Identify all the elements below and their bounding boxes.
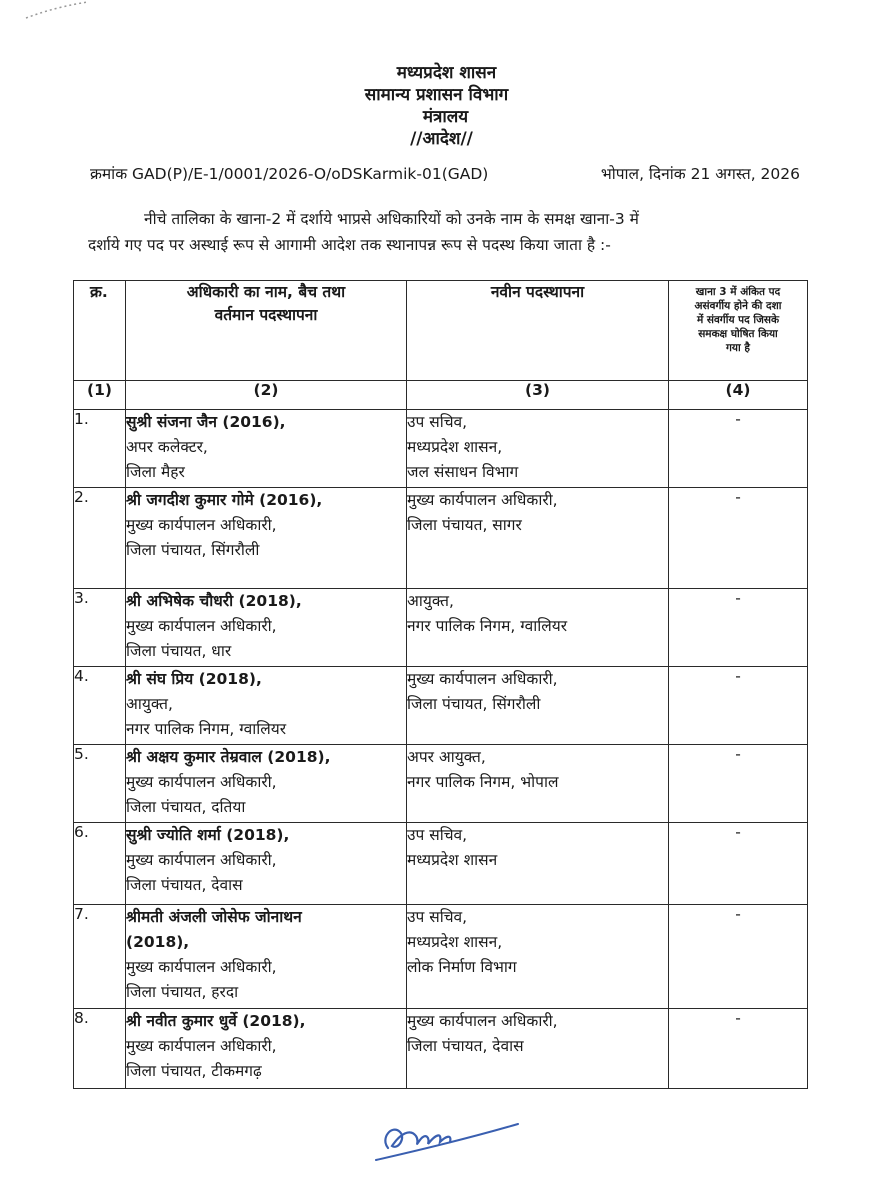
order-date: भोपाल, दिनांक 21 अगस्त, 2026 [600, 165, 800, 183]
new-post: लोक निर्माण विभाग [407, 958, 517, 976]
current-post: नगर पालिक निगम, ग्वालियर [126, 720, 287, 738]
officer-name: श्री जगदीश कुमार गोमे (2016), [126, 491, 323, 509]
equivalent-post: - [669, 410, 808, 488]
header-sn: क्र. [74, 281, 126, 381]
col-number: (3) [407, 381, 669, 410]
posting-cell [407, 488, 669, 589]
corner-scribble [22, 0, 92, 22]
header-government: मध्यप्रदेश शासन [396, 63, 497, 83]
officer-cell [126, 410, 407, 488]
posting-cell [407, 410, 669, 488]
row-sn: 3. [74, 589, 126, 667]
equivalent-post: - [669, 905, 808, 1009]
new-post: मुख्य कार्यपालन अधिकारी, [407, 1012, 558, 1030]
officer-name: सुश्री संजना जैन (2016), [126, 413, 286, 431]
table-row [74, 589, 808, 667]
officer-cell [126, 905, 407, 1009]
header-col4-line3: में संवर्गीय पद जिसके [696, 314, 780, 326]
intro-line-1: नीचे तालिका के खाना-2 में दर्शाये भाप्रसे अधिकारियों को उनके नाम के समक्ष खाना-3 में [144, 210, 639, 228]
equivalent-post: - [669, 589, 808, 667]
document-header [0, 62, 873, 150]
table-row [74, 410, 808, 488]
new-post: मुख्य कार्यपालन अधिकारी, [407, 670, 558, 688]
table-header-row [74, 281, 808, 381]
officer-cell [126, 667, 407, 745]
column-number-row [74, 381, 808, 410]
posting-cell [407, 905, 669, 1009]
current-post: अपर कलेक्टर, [126, 438, 208, 456]
intro-paragraph [88, 206, 788, 258]
new-post: नगर पालिक निगम, ग्वालियर [407, 617, 568, 635]
equivalent-post: - [669, 667, 808, 745]
new-post: आयुक्त, [407, 592, 454, 610]
header-equivalent-post [669, 281, 808, 381]
col-number: (2) [126, 381, 407, 410]
col-number: (1) [74, 381, 126, 410]
row-sn: 8. [74, 1009, 126, 1089]
intro-line-2: दर्शाये गए पद पर अस्थाई रूप से आगामी आदेश तक स्थानापन्न रूप से पदस्थ किया जाता है :- [88, 236, 611, 254]
current-post: मुख्य कार्यपालन अधिकारी, [126, 851, 277, 869]
current-post: मुख्य कार्यपालन अधिकारी, [126, 773, 277, 791]
row-sn: 1. [74, 410, 126, 488]
officer-cell [126, 589, 407, 667]
header-col4-line2: असंवर्गीय होने की दशा [694, 300, 782, 312]
new-post: जिला पंचायत, देवास [407, 1037, 524, 1055]
new-post: उप सचिव, [407, 908, 468, 926]
row-sn: 7. [74, 905, 126, 1009]
new-post: मध्यप्रदेश शासन, [407, 438, 503, 456]
new-post: उप सचिव, [407, 413, 468, 431]
current-post: जिला पंचायत, टीकमगढ़ [126, 1062, 262, 1080]
header-order: //आदेश// [410, 129, 473, 149]
officer-name: श्री अभिषेक चौधरी (2018), [126, 592, 302, 610]
current-post: जिला पंचायत, हरदा [126, 983, 239, 1001]
new-post: जिला पंचायत, सिंगरौली [407, 695, 541, 713]
header-officer [126, 281, 407, 381]
row-sn: 5. [74, 745, 126, 823]
officer-cell [126, 488, 407, 589]
officer-name: श्री अक्षय कुमार तेम्रवाल (2018), [126, 748, 331, 766]
header-col4-line1: खाना 3 में अंकित पद [695, 286, 781, 298]
new-post: जिला पंचायत, सागर [407, 516, 522, 534]
row-sn: 6. [74, 823, 126, 905]
table-row [74, 823, 808, 905]
header-department: सामान्य प्रशासन विभाग [364, 85, 509, 105]
current-post: जिला पंचायत, दतिया [126, 798, 246, 816]
equivalent-post: - [669, 1009, 808, 1089]
current-post: आयुक्त, [126, 695, 173, 713]
new-post: मध्यप्रदेश शासन, [407, 933, 503, 951]
officer-name: सुश्री ज्योति शर्मा (2018), [126, 826, 290, 844]
new-post: मध्यप्रदेश शासन [407, 851, 498, 869]
officer-batch: (2018), [126, 933, 190, 951]
equivalent-post: - [669, 488, 808, 589]
current-post: मुख्य कार्यपालन अधिकारी, [126, 958, 277, 976]
new-post: मुख्य कार्यपालन अधिकारी, [407, 491, 558, 509]
posting-cell [407, 745, 669, 823]
reference-number: क्रमांक GAD(P)/E-1/0001/2026-O/oDSKarmik-01(GAD) [90, 165, 489, 183]
officer-name: श्रीमती अंजली जोसेफ जोनाथन [126, 908, 302, 926]
new-post: अपर आयुक्त, [407, 748, 486, 766]
table-row [74, 745, 808, 823]
current-post: जिला पंचायत, देवास [126, 876, 243, 894]
header-col4-line4: समकक्ष घोषित किया [698, 328, 778, 340]
header-officer-line1: अधिकारी का नाम, बैच तथा [186, 283, 346, 301]
current-post: जिला मैहर [126, 463, 185, 481]
officer-cell [126, 745, 407, 823]
current-post: जिला पंचायत, सिंगरौली [126, 541, 260, 559]
table-row [74, 905, 808, 1009]
posting-table [73, 280, 808, 1089]
header-officer-line2: वर्तमान पदस्थापना [214, 306, 318, 324]
posting-cell [407, 823, 669, 905]
officer-cell [126, 823, 407, 905]
table-row [74, 488, 808, 589]
new-post: नगर पालिक निगम, भोपाल [407, 773, 559, 791]
posting-cell [407, 589, 669, 667]
row-sn: 2. [74, 488, 126, 589]
table-row [74, 667, 808, 745]
new-post: उप सचिव, [407, 826, 468, 844]
current-post: जिला पंचायत, धार [126, 642, 232, 660]
table-row [74, 1009, 808, 1089]
header-col4-line5: गया है [726, 342, 750, 354]
posting-cell [407, 1009, 669, 1089]
row-sn: 4. [74, 667, 126, 745]
current-post: मुख्य कार्यपालन अधिकारी, [126, 1037, 277, 1055]
officer-name: श्री नवीत कुमार धुर्वे (2018), [126, 1012, 306, 1030]
equivalent-post: - [669, 745, 808, 823]
current-post: मुख्य कार्यपालन अधिकारी, [126, 516, 277, 534]
signature [370, 1098, 530, 1168]
col-number: (4) [669, 381, 808, 410]
current-post: मुख्य कार्यपालन अधिकारी, [126, 617, 277, 635]
new-post: जल संसाधन विभाग [407, 463, 519, 481]
header-ministry: मंत्रालय [422, 107, 469, 127]
equivalent-post: - [669, 823, 808, 905]
officer-cell [126, 1009, 407, 1089]
officer-name: श्री संघ प्रिय (2018), [126, 670, 262, 688]
posting-cell [407, 667, 669, 745]
header-posting: नवीन पदस्थापना [407, 281, 669, 381]
